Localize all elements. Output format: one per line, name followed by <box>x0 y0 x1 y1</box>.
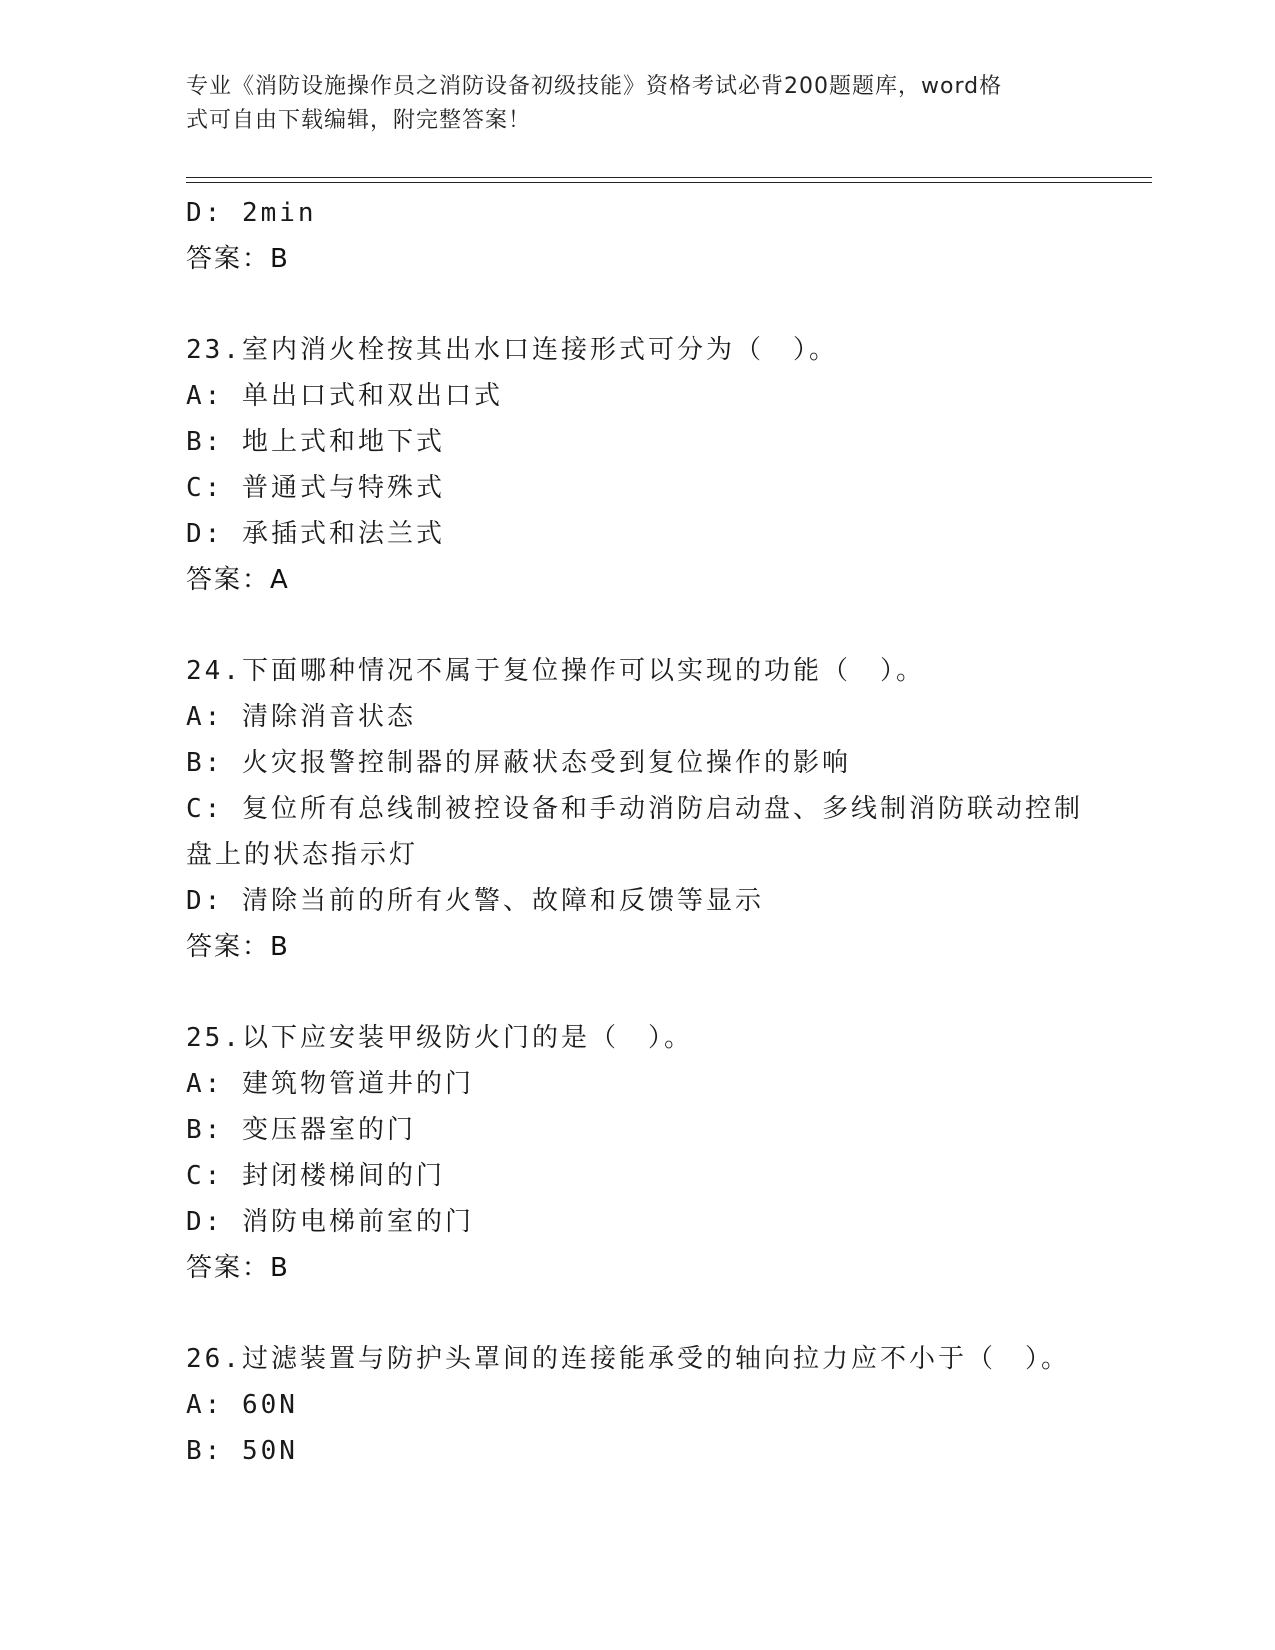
option-c: C: 普通式与特殊式 <box>186 473 445 503</box>
document-body <box>186 190 1086 1474</box>
option-d: D: 清除当前的所有火警、故障和反馈等显示 <box>186 886 764 916</box>
option-b: B: 变压器室的门 <box>186 1115 416 1145</box>
option-d: D: 2min <box>186 198 317 228</box>
option-b: B: 50N <box>186 1436 298 1466</box>
answer-line: 答案：A <box>186 565 290 595</box>
option-a: A: 清除消音状态 <box>186 702 416 732</box>
answer-line: 答案：B <box>186 1253 290 1283</box>
question-stem: 23.室内消火栓按其出水口连接形式可分为（ ）。 <box>186 335 838 365</box>
header-line-1: 专业《消防设施操作员之消防设备初级技能》资格考试必背200题题库，word格 <box>186 74 1003 99</box>
previous-question-tail <box>186 190 1086 282</box>
question-stem: 25.以下应安装甲级防火门的是（ ）。 <box>186 1023 693 1053</box>
question-26 <box>186 1336 1086 1474</box>
answer-line: 答案：B <box>186 932 290 962</box>
spacer <box>186 1291 1086 1336</box>
option-b: B: 地上式和地下式 <box>186 427 445 457</box>
option-a: A: 60N <box>186 1390 298 1420</box>
document-header <box>186 70 1066 138</box>
question-25 <box>186 1015 1086 1291</box>
question-23 <box>186 327 1086 603</box>
header-divider-bottom <box>186 182 1152 183</box>
spacer <box>186 282 1086 327</box>
header-line-2: 式可自由下载编辑，附完整答案！ <box>186 108 532 133</box>
option-c: C: 封闭楼梯间的门 <box>186 1161 445 1191</box>
option-a: A: 单出口式和双出口式 <box>186 381 503 411</box>
answer-line: 答案：B <box>186 244 290 274</box>
spacer <box>186 970 1086 1015</box>
option-a: A: 建筑物管道井的门 <box>186 1069 474 1099</box>
option-b: B: 火灾报警控制器的屏蔽状态受到复位操作的影响 <box>186 748 851 778</box>
spacer <box>186 603 1086 648</box>
option-c: C: 复位所有总线制被控设备和手动消防启动盘、多线制消防联动控制 <box>186 794 1083 824</box>
question-stem: 26.过滤装置与防护头罩间的连接能承受的轴向拉力应不小于（ ）。 <box>186 1344 1070 1374</box>
option-d: D: 承插式和法兰式 <box>186 519 445 549</box>
question-stem: 24.下面哪种情况不属于复位操作可以实现的功能（ ）。 <box>186 656 925 686</box>
question-24 <box>186 648 1086 970</box>
header-divider-top <box>186 177 1152 178</box>
option-d: D: 消防电梯前室的门 <box>186 1207 474 1237</box>
option-c-continued: 盘上的状态指示灯 <box>186 840 419 870</box>
